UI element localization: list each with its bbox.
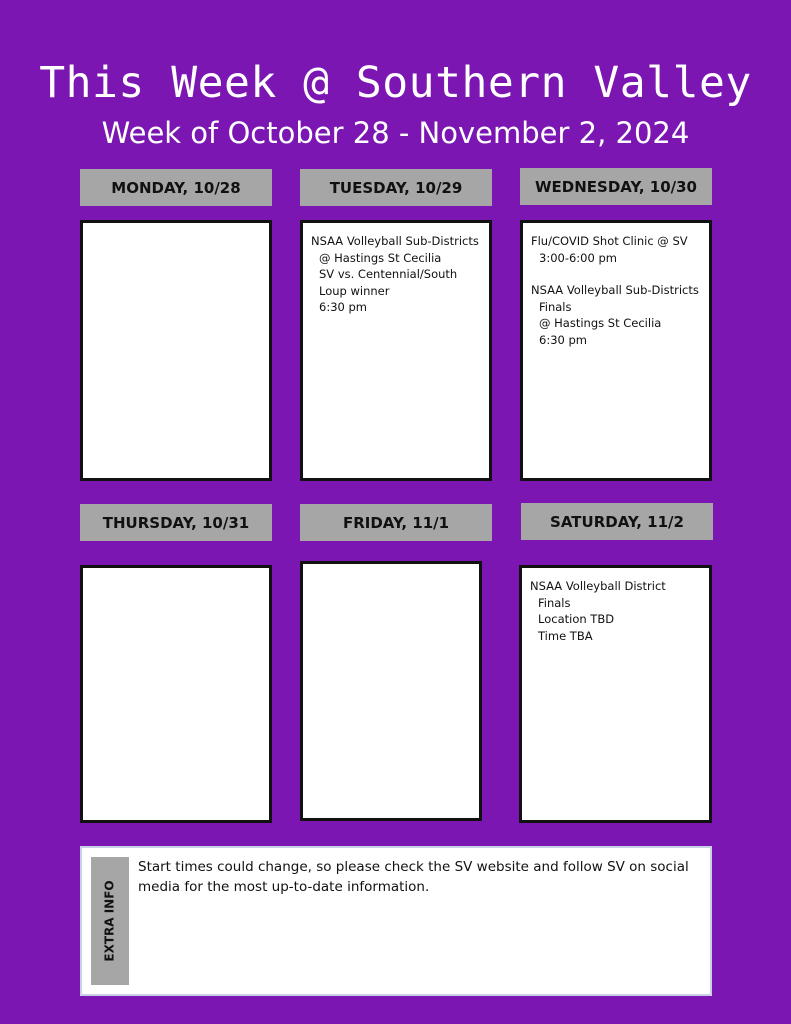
day-box-thursday <box>80 565 272 823</box>
event-title: NSAA Volleyball Sub-Districts <box>531 283 699 297</box>
day-header-wednesday: WEDNESDAY, 10/30 <box>520 168 712 205</box>
event-title: Flu/COVID Shot Clinic @ SV <box>531 234 688 248</box>
event-detail: 3:00-6:00 pm <box>539 250 617 265</box>
page-subtitle: Week of October 28 - November 2, 2024 <box>101 116 690 150</box>
event-item <box>311 233 481 316</box>
event-detail: @ Hastings St Cecilia <box>539 316 662 330</box>
extra-info-tab-label: EXTRA INFO <box>103 880 117 962</box>
event-detail: Finals <box>538 595 571 610</box>
event-detail: Finals <box>539 299 572 314</box>
event-detail: Time TBA <box>538 628 593 643</box>
day-header-friday: FRIDAY, 11/1 <box>300 504 492 541</box>
event-detail: SV vs. Centennial/South <box>319 267 458 281</box>
event-detail: 6:30 pm <box>539 332 587 347</box>
extra-info-tab <box>91 857 129 985</box>
extra-info-panel <box>80 846 712 996</box>
day-header-tuesday: TUESDAY, 10/29 <box>300 169 492 206</box>
day-header-monday: MONDAY, 10/28 <box>80 169 272 206</box>
extra-info-text: Start times could change, so please check the SV website and follow SV on social media for the most up-to-date information. <box>138 859 689 895</box>
day-header-thursday: THURSDAY, 10/31 <box>80 504 272 541</box>
page-title: This Week @ Southern Valley <box>39 58 752 108</box>
day-box-saturday <box>519 565 712 823</box>
day-box-friday <box>300 561 482 821</box>
event-detail: @ Hastings St Cecilia <box>319 250 442 265</box>
event-detail: 6:30 pm <box>319 300 367 314</box>
event-title: NSAA Volleyball Sub-Districts <box>311 234 479 248</box>
event-item <box>531 282 701 348</box>
event-item <box>530 578 701 644</box>
day-box-wednesday <box>520 220 712 481</box>
day-box-tuesday <box>300 220 492 481</box>
event-title: NSAA Volleyball District <box>530 579 666 593</box>
day-box-monday <box>80 220 272 481</box>
event-detail: Location TBD <box>538 612 615 626</box>
event-detail: Loup winner <box>319 283 390 298</box>
event-item <box>531 233 701 266</box>
day-header-saturday: SATURDAY, 11/2 <box>521 503 713 540</box>
